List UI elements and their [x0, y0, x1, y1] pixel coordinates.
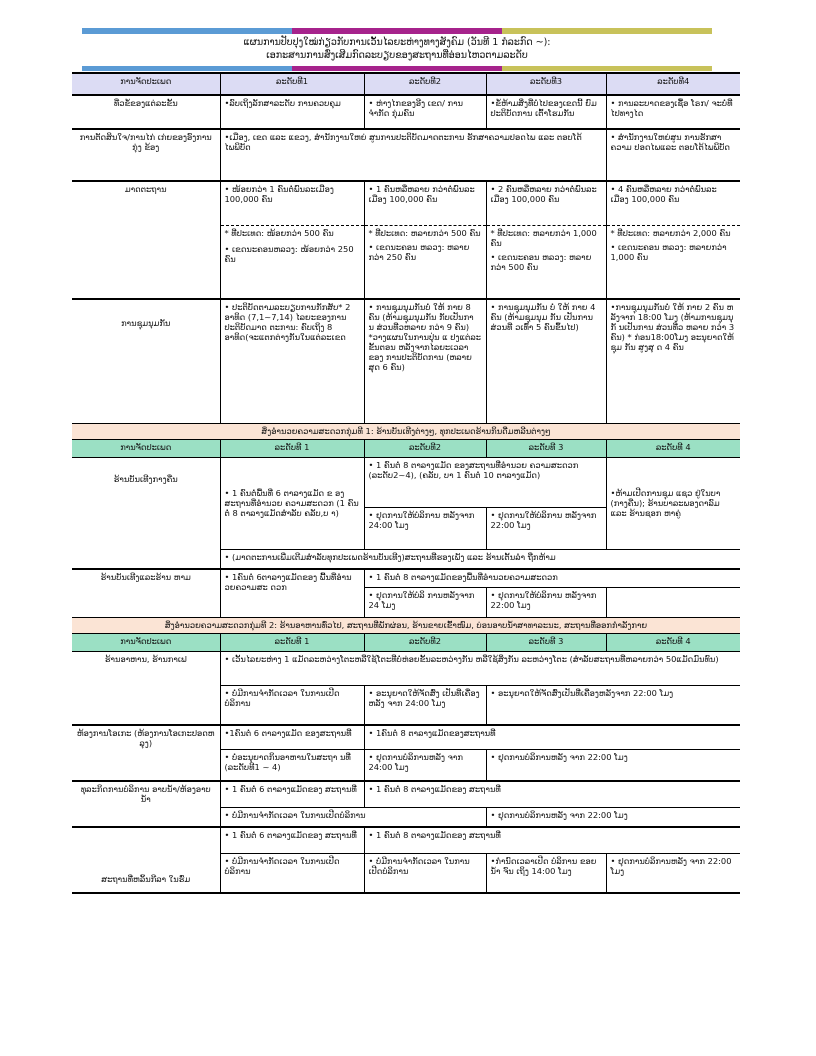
cell-line: * ທີ່ປະເທດ: ຫລາຍກວ່າ 500 ຄົນ: [368, 227, 481, 238]
row-label: ການຕັດສິນໃຈ/ການໄກ່ ເກ່ຍຂອງອົງການກຸ່ງ ຂ້ອງ: [72, 129, 220, 181]
bar-blue: [82, 28, 292, 34]
header-category: ການຈັດປະເພດ: [72, 633, 220, 651]
table-cell: • ຫ່າງໄກຂອງອີງ ເຂດ/ ການຈຳກັດ ກຸ່ມຄົນ: [364, 95, 486, 129]
table-cell: • ຢຸດການບໍລິການຫລັງ ຈາກ 24:00 ໂມງ: [364, 749, 486, 781]
row-label: ຮ້ານອາຫານ, ຮ້ານກາເຟ: [104, 653, 187, 664]
row-label: ສະຖານທີ່ຫລິ້ນກີລາ ໃນຮົ່ມ: [72, 827, 220, 893]
table-cell: • 1 ຄົນຕໍ່ 6 ຕາລາງແມັດຂອງ ສະຖານທີ່: [220, 827, 364, 853]
table-cell: • 1 ຄົນຕໍ່ 8 ຕາລາງແມັດຂອງ ສະຖານທີ່: [364, 827, 740, 853]
table-cell: • ຢຸດການໃຫ້ບໍລິ ການຫລັງຈາກ 24 ໂມງ: [364, 587, 486, 617]
table-cell: •ການຊຸມນຸມກັນບໍ່ ໃຫ້ ກາຍ 2 ຄົນ ຫ ລັງຈາກ 18:00 ໂມງ (ຫ້າມການຊຸມນຸ ກັ ນເປັນການ ສ່ວນທີ່ວ ຫລາຍ ກວ່າ 3 ຄົນ) * ກ່ອນ18:00ໂມງ ອະນຸຍາດໃຫ້ຊຸມ ກັນ ສູງສຸ ດ 4 ຄົນ: [606, 299, 740, 423]
table-cell: • 1ຄົນຕໍ່ 8 ຕາລາງແມັດຂອງສະຖານທີ່: [364, 725, 740, 749]
header-level-2: ລະດັບທີ2: [364, 73, 486, 95]
header-level-4: ລະດັບທີ 4: [606, 633, 740, 651]
header-level-1: ລະດັບທີ 1: [220, 633, 364, 651]
row-label: ຮ້ານບັນເທີງກາງຄືນ: [113, 473, 178, 484]
table-cell: • ການຊຸມນຸມກັນ ບໍ່ ໃຫ້ ກາຍ 4 ຄົນ (ຫ້າມຊຸມນຸມ ກັນ ເປັນການ ສ່ວນທີ່ ວເທົ່າ 5 ຄົນຂຶ້ນໄປ): [486, 299, 606, 423]
table-cell: • ຢຸດການບໍລິການຫລັງ ຈາກ 22:00 ໂມງ: [486, 807, 740, 827]
header-color-bar: [82, 66, 712, 71]
section-1-header-row: [72, 439, 740, 457]
table-cell: • ບໍ່ມີການຈຳກັດເວລາ ໃນການເປີດບໍລິການ: [220, 685, 364, 725]
table-cell: • 1 ຄົນຕໍ່ 8 ຕາລາງແມັດຂອງພື້ນທີ່ອຳນວຍຄວາມສະດວກ: [364, 569, 740, 587]
cell-line: * ທີ່ປະເທດ: ຫລາຍກວ່າ 2,000 ຄົນ: [610, 227, 731, 238]
row-label: ທີ່ວຂໍ້ຂອງແຕ່ລະຂັ້ນ: [113, 98, 178, 108]
table-row-sauna-a: [72, 781, 740, 807]
table-cell: • ຢຸດການໃຫ້ບໍລິການ ຫລັງຈາກ 22:00 ໂມງ: [486, 507, 606, 549]
section-2-title: ສິ່ງອຳນວຍຄວາມສະດວກກຸ່ມທີ 2: ຮ້ານອາຫານທົ່ວໄປ, ສະຖານທີ່ພັກຜ່ອນ, ຮ້ານຂາຍເຂົ້າໜົມ, ບ່ອນອາບນ້ຳສາທາລະນະ, ສະຖານທີ່ອອກກຳລັງກາຍ: [72, 617, 740, 633]
cell-line: • ເຂດນະຄອນ ຫລວງ: ຫລາຍກວ່າ 1,000 ຄົນ: [610, 241, 727, 262]
header-level-4: ລະດັບທີ4: [606, 73, 740, 95]
table-cell: •ກຳນົດເວລາເປີດ ບໍລິການ ຂອຍ ນ້ຳ ຈົນ ເຖິງ 14:00 ໂມງ: [486, 853, 606, 893]
bar-purple-2: [292, 66, 502, 71]
table-cell: [486, 225, 606, 299]
header-level-2: ລະດັບທີ2: [364, 439, 486, 457]
cell-line: • ເຂດນະຄອນ ຫລວງ: ຫລາຍກວ່າ 250 ຄົນ: [368, 241, 470, 262]
table-cell: • ຢຸດການບໍລິການຫລັງ ຈາກ 22:00 ໂມງ: [486, 749, 740, 781]
table-cell: [606, 587, 740, 617]
table-cell: •ຫ້າມເປີດການຊຸມ ແຊວ ຢູ່ໃນບາ (ກາງຄືນ); ຮ້ານບາລະພອງດາລົມ ແລະ ຮ້ານຊອກ ຫາຄູ່: [606, 457, 740, 549]
table-cell: • ບໍ່ມີການຈຳກັດເວລາ ໃນການເປີດບໍລິການ: [364, 853, 486, 893]
title-line-2: ເອກະສານການສົ່ງເສີມກົດລະບຽບຂອງສະຖານທີ່ອ່ອນໄຫວຕາມລະດັບ: [266, 50, 528, 61]
table-cell: • 1ຄົນຕໍ່ 6ຕາລາງແມັດຂອງ ພື້ນທີ່ອຳນ ວຍຄວາມສະ ດວກ: [220, 569, 364, 617]
row-label: ຫ້ອງການໂອເກະ (ຫ້ອງການໂອເກະປອດຫລຸງ): [72, 725, 220, 781]
header-level-2: ລະດັບທີ2: [364, 633, 486, 651]
table-cell: [220, 225, 364, 299]
table-cell: •ເມືອງ, ເຂດ ແລະ ແຂວງ, ສຳນັກງານໃຫຍ່ ສູນການປະຕິບັດມາດຕະການ ຮັກສາຄວາມປອດໄພ ແລະ ຕອບໂຕ້ໄພພິບັດ: [220, 129, 606, 181]
cell-line: • ເຂດນະຄອນຫລວງ: ໜ້ອຍກວ່າ 250 ຄົນ: [224, 243, 354, 264]
table-cell: • 1 ຄົນຕໍ່ 6 ຕາລາງແມັດຂອງ ສະຖານທີ່: [220, 781, 364, 807]
section-2-header-row: [72, 633, 740, 651]
header-level-3: ລະດັບທີ3: [486, 73, 606, 95]
table-cell: •1ຄົນຕໍ່ 6 ຕາລາງແມັດ ຂອງສະຖານທີ່: [220, 725, 364, 749]
table-cell: • 4 ຄົນຫລືຫລາຍ ກວ່າຕໍ່ພົນລະ ເມືອງ 100,000 ຄົນ: [606, 181, 740, 225]
table-cell: •ຂໍ້ຫ້າມສິ່ງທີ່ບໍ່ໄປຂອງເຂດນີ້ ຍົມປະຕິບັດການ ເຕົ້າໂຮມກັນ: [486, 95, 606, 129]
table-cell: • 1 ຄົນຕໍ່ 8 ຕາລາງແມັດຂອງ ສະຖານທີ່: [364, 781, 740, 807]
table-cell: • 1 ຄົນຕໍ່ 8 ຕາລາງແມັດ ຂອງສະຖານທີ່ອຳນວຍ ຄວາມສະດວກ (ລະດັບ2~4), (ຄລັບ, ບາ 1 ຄົນຕໍ່ 10 ຕາລາງແມັດ): [364, 457, 606, 507]
table-cell: • ເວັ້ນໄລຍະຫ່າງ 1 ແມັດລະຫວ່າງໂຕະຫລືໃຊ້ໂຕະທີ່ບໍ່ຫ່ອຍຂັ້ນລະຫວ່າງກັນ ຫລືໃຊ້ສິ່ງກັນ ລະຫວ່າງໂຕະ (ສຳລັບສະຖານທີ່ຫລາຍກວ່າ 50ແມັດມົນທົນ): [220, 651, 740, 685]
table-cell: • ສຳນັກງານໃຫຍ່ສູນ ການຮັກສາຄວາມ ປອດໄພແລະ ຕອບໂຕ້ໄພພິບັດ: [606, 129, 740, 181]
table-cell: [606, 225, 740, 299]
table-row-gathering: [72, 299, 740, 423]
header-level-1: ລະດັບທີ1: [220, 73, 364, 95]
table-cell: • ບໍ່ອະນຸຍາດກິນອາຫານໃນສະຖາ ນທີ່ (ລະດັບທີ1 ~ 4): [220, 749, 364, 781]
row-label: ທຸລະກິດການບໍລິການ ອາບນ້ຳ/ຫ້ອງອາບນ້ຳ: [72, 781, 220, 827]
bar-olive: [502, 28, 712, 34]
page-title: [82, 36, 712, 62]
table-cell: • ຢຸດການໃຫ້ບໍລິການ ຫລັງຈາກ 24:00 ໂມງ: [364, 507, 486, 549]
section-1-title-row: [72, 423, 740, 439]
table-row-criteria: [72, 95, 740, 129]
table-row-coordination: [72, 129, 740, 181]
table-cell: • (ມາດຕະການເພີ່ມເຕີມສຳລັບທຸກປະເພດຮ້ານບັນເທີງ)ສະຖານທີ່ຮອງເພັງ ແລະ ຮ້ານເຕັ້ນລຳ ຖືກຫ້າມ: [220, 549, 740, 569]
row-label: ມາດຕະຖານ: [72, 181, 220, 299]
top-color-bar: [82, 28, 712, 34]
table-cell: • ອະນຸຍາດໃຫ້ຈັດສົ່ງເປັນທີ່ເຄື່ອງຫລັງຈາກ 22:00 ໂມງ: [486, 685, 740, 725]
table-cell: •ລົບເຖິງລັກສາລະດັບ ການຄວບຄຸມ: [220, 95, 364, 129]
bar-blue-2: [82, 66, 292, 71]
cell-line: * ທີ່ປະເທດ: ຫລາຍກວ່າ 1,000 ຄົນ: [490, 227, 597, 248]
cell-line: * ທີ່ປະເທດ: ໜ້ອຍກວ່າ 500 ຄົນ: [224, 227, 334, 238]
table-cell: • ບໍ່ມີການຈຳກັດເວລາ ໃນການເປີດບໍລິການ: [220, 853, 364, 893]
table-cell: • ບໍ່ມີການຈຳກັດເວລາ ໃນການເປີດບໍລິການ: [220, 807, 486, 827]
table-cell: • 2 ຄົນຫລືຫລາຍ ກວ່າຕໍ່ພົນລະ ເມືອງ 100,000 ຄົນ: [486, 181, 606, 225]
header-level-1: ລະດັບທີ 1: [220, 439, 364, 457]
table-cell: • ຢຸດການບໍລິການຫລັງ ຈາກ 22:00 ໂມງ: [606, 853, 740, 893]
header-level-3: ລະດັບທີ 3: [486, 633, 606, 651]
bar-purple: [292, 28, 502, 34]
table-cell: • ໜ້ອຍກວ່າ 1 ຄົນຕໍ່ພົນລະເມືອງ 100,000 ຄົນ: [220, 181, 364, 225]
bar-olive-2: [502, 66, 712, 71]
row-label: ການຊຸມນຸມກັນ: [72, 299, 220, 423]
header-level-4: ລະດັບທີ 4: [606, 439, 740, 457]
regulation-table: [72, 72, 740, 894]
table-header-row: [72, 73, 740, 95]
header-category: ການຈັດປະເພດ: [72, 73, 220, 95]
table-cell: • ການຊຸມນຸມກັນບໍ່ ໃຫ້ ກາຍ 8 ຄົນ (ຫ້າມຊຸມນຸມກັນ ກັບເປັນກາ ນ ສ່ວນທີ່ວຫລາຍ ກວ່າ 9 ຄົນ) *ວາງແຜນໃນການປຸ່ນ ແ ປງແຕ່ລະຂັ້ນຕອນ ຫລັງຈາກໄລຍະເວລາຂອງ ການປະຕິບັດການ (ຫລາຍສຸດ 6 ຄົນ): [364, 299, 486, 423]
header-level-3: ລະດັບທີ 3: [486, 439, 606, 457]
table-row-karaoke-a: [72, 569, 740, 587]
section-1-title: ສິ່ງອຳນວຍຄວາມສະດວກກຸ່ມທີ 1: ຮ້ານບັນເທີງຕ່າງໆ, ທຸກປະເພດຮ້ານກິນດື່ມຫລີນຕ່າງໆ: [72, 423, 740, 439]
cell-line: • ເຂດນະຄອນ ຫລວງ: ຫລາຍກວ່າ 500 ຄົນ: [490, 251, 592, 272]
table-row-entertainment-a: [72, 457, 740, 507]
table-cell: • ຢຸດການໃຫ້ບໍລິການ ຫລັງຈາກ 22:00 ໂມງ: [486, 587, 606, 617]
table-row-standard-a: [72, 181, 740, 225]
table-cell: [364, 225, 486, 299]
title-line-1: ແຜນການປັບປຸງໃໝ່ກ່ຽວກັບການເວັ້ນໄລຍະຫ່າງທາງສັງຄົມ (ວັນທີ 1 ກໍລະກົດ ~):: [243, 37, 551, 48]
table-cell: • 1 ຄົນຫລືຫລາຍ ກວ່າຕໍ່ພົນລະ ເມືອງ 100,000 ຄົນ: [364, 181, 486, 225]
table-cell: • 1 ຄົນຕໍ່ພື້ນທີ່ 6 ຕາລາງແມັດ ຂ ອງສະຖານທີ່ອຳນວຍ ຄວາມສະດວກ (1 ຄົນຕໍ່ 8 ຕາລາງແມັດສຳລັບ ຄລັບ,ບ າ): [220, 457, 364, 549]
table-row-restaurant-a: [72, 651, 740, 685]
table-row-gym-a: [72, 827, 740, 853]
table-cell: • ປະຕິບັດຕາມລະບຽບການກັກສັບ* 2 ອາທິດ (7,1~7,14) ໄລຍະຂອງການປະຕິບັດມາດ ຕະການ: ຄົບເຖິງ 8 ອາທິດ(ຈະແຕກຕ່າງກັນໃນແຕ່ລະເຂດ: [220, 299, 364, 423]
table-cell: • ອະນຸຍາດໃຫ້ຈັດສົ່ງ ເປັນທີ່ເຄື່ອງຫລັງ ຈາກ 24:00 ໂມງ: [364, 685, 486, 725]
table-row-pcroom-a: [72, 725, 740, 749]
section-2-title-row: [72, 617, 740, 633]
header-category: ການຈັດປະເພດ: [72, 439, 220, 457]
row-label: ຮ້ານບັນເທີງແລະຮ້ານ ຫາມ: [72, 569, 220, 617]
table-cell: • ການລະບາດຂອງເຊື້ອ ໂຣກ/ ຈະບໍ່ທີ່ໄປທາງໄດ: [606, 95, 740, 129]
